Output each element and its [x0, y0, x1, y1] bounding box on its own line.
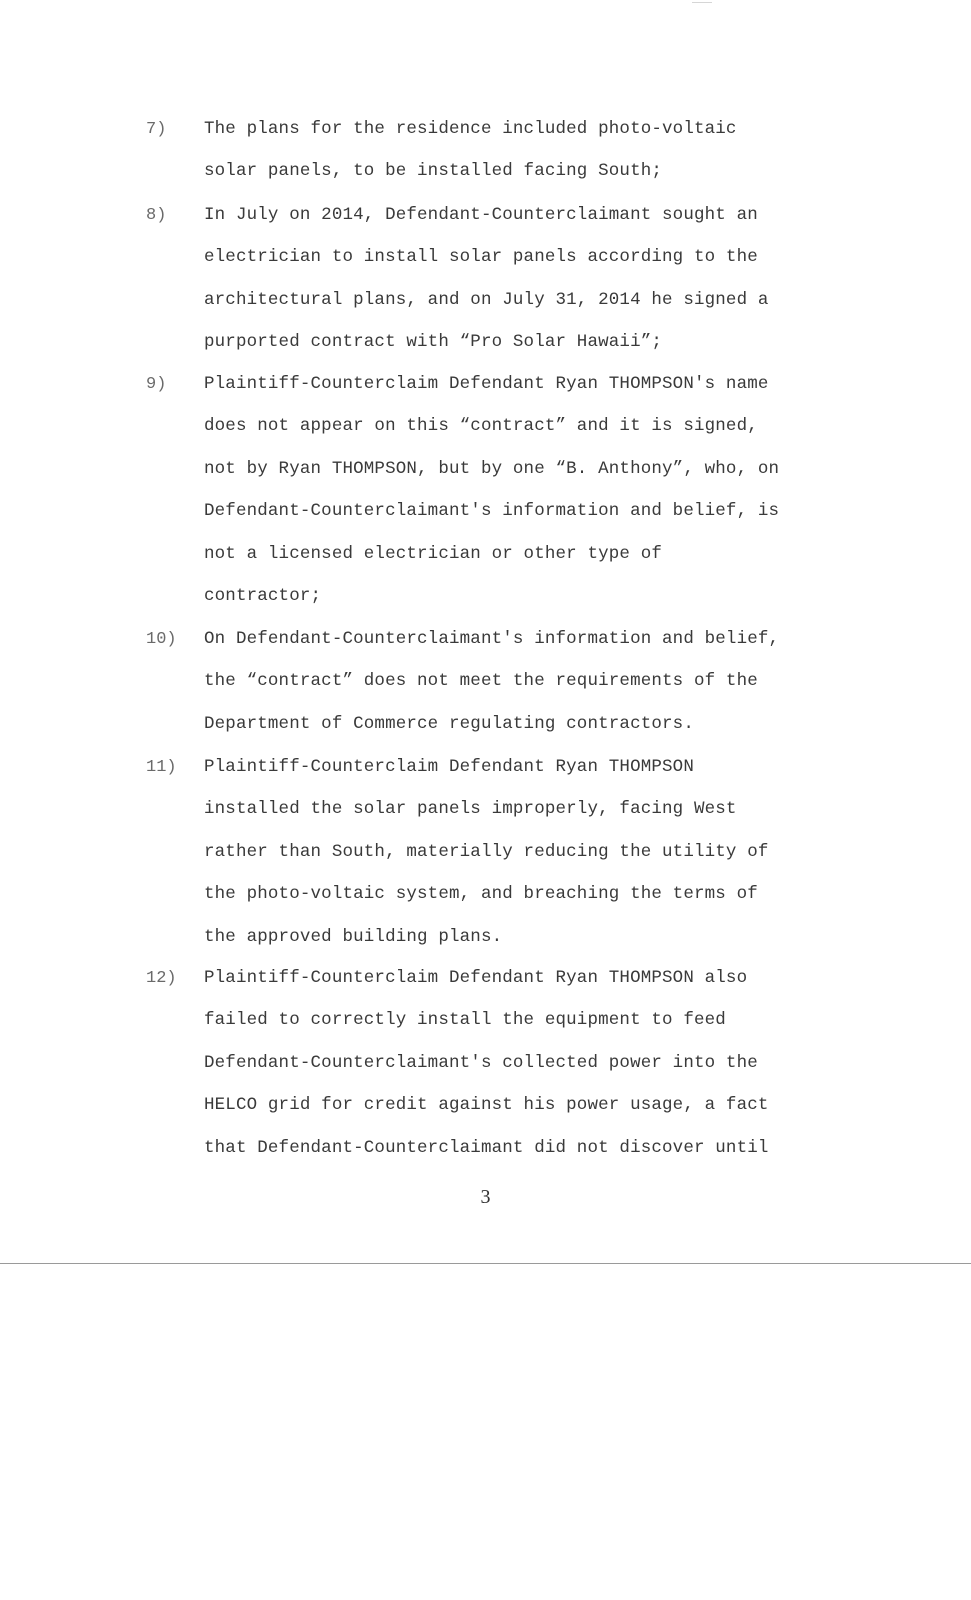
paragraph-line: In July on 2014, Defendant-Counterclaimant sought an: [204, 205, 758, 225]
paragraph-line: rather than South, materially reducing the utility of: [204, 841, 769, 862]
page-number: 3: [480, 1186, 491, 1208]
paragraph-line: Department of Commerce regulating contractors.: [204, 713, 694, 734]
paragraph-line: does not appear on this “contract” and it is signed,: [204, 416, 758, 437]
scan-artifact: [692, 2, 712, 3]
paragraph-line: Plaintiff-Counterclaim Defendant Ryan THOMPSON also: [204, 968, 748, 988]
paragraph-line: architectural plans, and on July 31, 2014 he signed a: [204, 289, 769, 310]
paragraph-line: electrician to install solar panels according to the: [204, 247, 758, 268]
paragraph-line: On Defendant-Counterclaimant's information and belief,: [204, 629, 780, 649]
paragraph-number: 12): [146, 969, 177, 988]
paragraph-line: HELCO grid for credit against his power usage, a fact: [204, 1095, 769, 1116]
page-divider: [0, 1263, 971, 1264]
paragraph-line: the “contract” does not meet the requirements of the: [204, 671, 758, 692]
paragraph-line: installed the solar panels improperly, facing West: [204, 799, 737, 820]
paragraph-line: Plaintiff-Counterclaim Defendant Ryan THOMPSON: [204, 757, 694, 777]
paragraph-line: Defendant-Counterclaimant's information and belief, is: [204, 501, 780, 522]
paragraph-number: 9): [146, 375, 167, 394]
paragraph-line: not a licensed electrician or other type of: [204, 543, 663, 564]
paragraph-line: solar panels, to be installed facing South;: [204, 161, 663, 182]
paragraph-line: purported contract with “Pro Solar Hawaii”;: [204, 332, 663, 353]
paragraph-line: failed to correctly install the equipment to feed: [204, 1010, 726, 1031]
paragraph-line: Defendant-Counterclaimant's collected power into the: [204, 1052, 758, 1073]
paragraph-number: 8): [146, 206, 167, 225]
paragraph-line: the approved building plans.: [204, 926, 503, 947]
paragraph-line: the photo-voltaic system, and breaching the terms of: [204, 884, 758, 905]
paragraph-number: 10): [146, 630, 177, 649]
paragraph-number: 11): [146, 758, 177, 777]
paragraph-line: that Defendant-Counterclaimant did not discover until: [204, 1137, 769, 1158]
paragraph-line: contractor;: [204, 586, 322, 606]
paragraph-number: 7): [146, 120, 167, 139]
paragraph-line: not by Ryan THOMPSON, but by one “B. Anthony”, who, on: [204, 458, 780, 479]
paragraph-line: The plans for the residence included photo-voltaic: [204, 119, 737, 139]
paragraph-line: Plaintiff-Counterclaim Defendant Ryan THOMPSON's name: [204, 374, 769, 394]
